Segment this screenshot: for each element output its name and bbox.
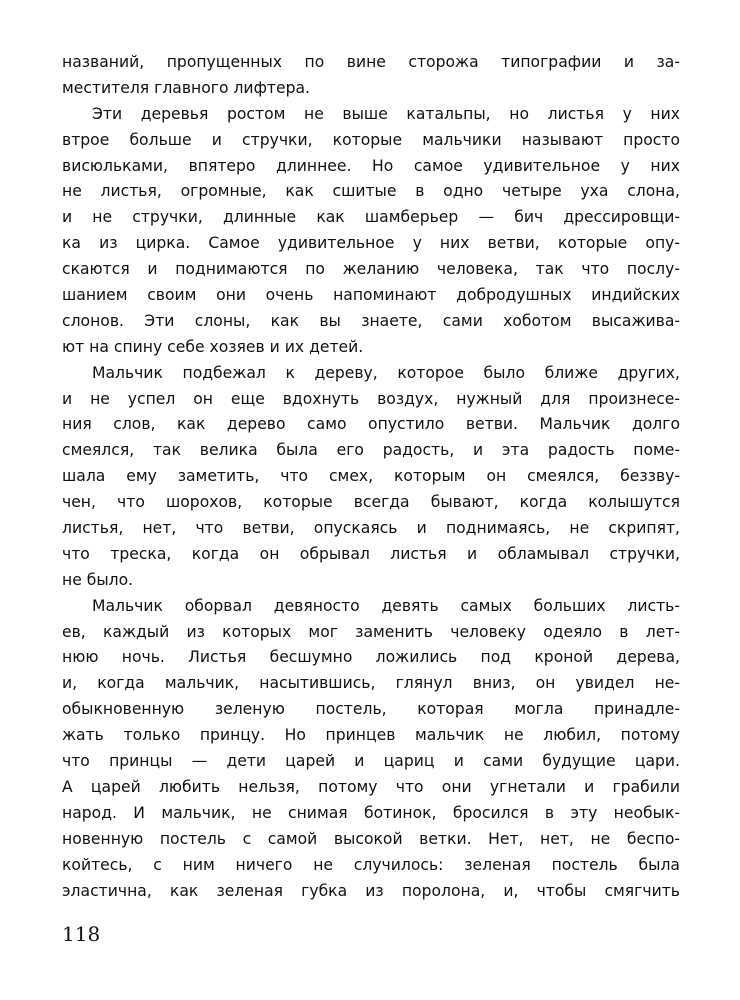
text-line: шанием своим они очень напоминают добродушных индийских: [62, 286, 680, 305]
text-line: что принцы — дети царей и цариц и сами будущие цари.: [62, 752, 680, 771]
paragraph: [62, 594, 680, 905]
text-line: койтесь, с ним ничего не случилось: зеленая постель была: [62, 855, 680, 874]
page-number: 118: [62, 922, 101, 946]
text-line: шала ему заметить, что смех, которым он смеялся, беззву-: [62, 467, 680, 486]
paragraph: [62, 102, 680, 361]
text-line: и, когда мальчик, насытившись, глянул вниз, он увидел не-: [62, 674, 680, 693]
body-text: [62, 50, 680, 904]
text-line: чен, что шорохов, которые всегда бывают, когда колышутся: [62, 493, 680, 512]
text-line: слонов. Эти слоны, как вы знаете, сами хоботом высажива-: [62, 311, 680, 330]
text-line: висюльками, впятеро длиннее. Но самое удивительное у них: [62, 156, 680, 175]
text-line: что треска, когда он обрывал листья и обламывал стручки,: [62, 544, 680, 563]
text-line: местителя главного лифтера.: [62, 78, 310, 97]
text-line: ев, каждый из которых мог заменить человеку одеяло в лет-: [62, 622, 680, 641]
text-line: эластична, как зеленая губка из поролона, и, чтобы смягчить: [62, 881, 680, 900]
text-line: ния слов, как дерево само опустило ветви. Мальчик долго: [62, 415, 680, 434]
text-line: не было.: [62, 570, 134, 589]
text-line: не листья, огромные, как сшитые в одно четыре уха слона,: [62, 182, 680, 201]
text-line: и не стручки, длинные как шамберьер — бич дрессировщи-: [62, 208, 680, 227]
text-line: смеялся, так велика была его радость, и эта радость поме-: [62, 441, 680, 460]
text-line: Эти деревья ростом не выше катальпы, но листья у них: [92, 104, 680, 123]
text-line: и не успел он еще вдохнуть воздух, нужный для произнесе-: [62, 389, 680, 408]
text-line: втрое больше и стручки, которые мальчики называют просто: [62, 130, 680, 149]
text-line: нюю ночь. Листья бесшумно ложились под кроной дерева,: [62, 648, 680, 667]
text-line: новенную постель с самой высокой ветки. Нет, нет, не беспо-: [62, 829, 680, 848]
text-line: обыкновенную зеленую постель, которая могла принадле-: [62, 700, 680, 719]
text-line: жать только принцу. Но принцев мальчик не любил, потому: [62, 726, 680, 745]
paragraph: [62, 50, 680, 102]
text-line: Мальчик подбежал к дереву, которое было ближе других,: [92, 363, 680, 382]
paragraph: [62, 361, 680, 594]
text-line: листья, нет, что ветви, опускаясь и поднимаясь, не скрипят,: [62, 519, 680, 538]
text-line: народ. И мальчик, не снимая ботинок, бросился в эту необык-: [62, 803, 680, 822]
text-line: скаются и поднимаются по желанию человека, так что послу-: [62, 260, 680, 279]
text-line: ка из цирка. Самое удивительное у них ветви, которые опу-: [62, 234, 680, 253]
text-line: ют на спину себе хозяев и их детей.: [62, 337, 364, 356]
text-line: Мальчик оборвал девяносто девять самых больших листь-: [92, 596, 680, 615]
text-line: названий, пропущенных по вине сторожа типографии и за-: [62, 53, 680, 71]
text-line: А царей любить нельзя, потому что они угнетали и грабили: [62, 777, 680, 796]
